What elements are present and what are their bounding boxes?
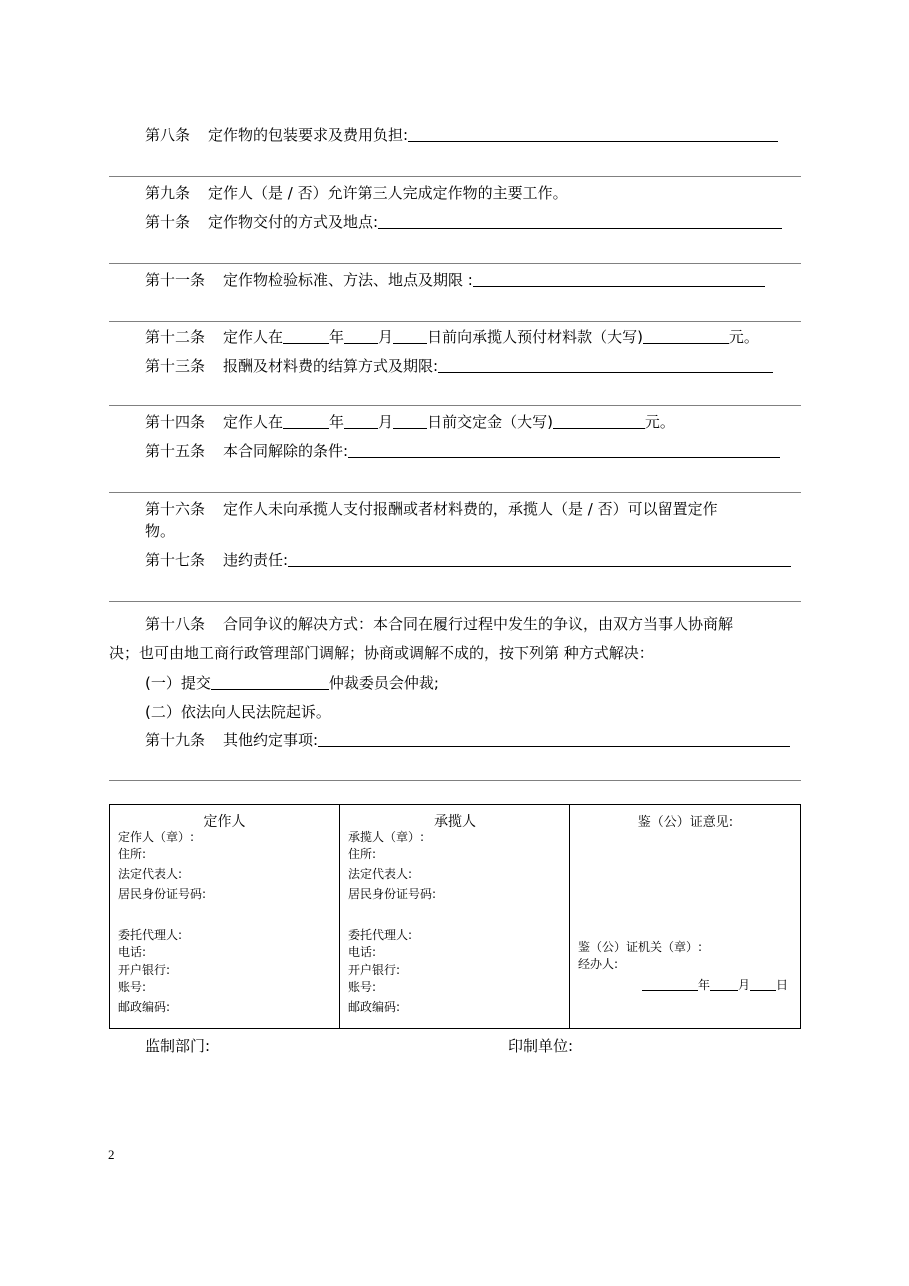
article-18 (145, 614, 733, 634)
fill-in-blank[interactable] (378, 213, 782, 229)
party-b-field[interactable]: 邮政编码: (348, 1000, 401, 1014)
fill-in-blank[interactable] (408, 126, 778, 142)
signature-table (109, 804, 801, 1029)
page-number: 2 (108, 1147, 115, 1162)
option-text: (一）提交 (145, 674, 211, 692)
party-b-field[interactable]: 电话: (348, 945, 377, 959)
article-text: 决；也可由地工商行政管理部门调解；协商或调解不成的，按下列第 种方式解决： (109, 644, 654, 662)
party-a-field[interactable]: 邮政编码: (118, 1000, 171, 1014)
article-label: 第十八条 (145, 615, 206, 633)
year-blank[interactable] (283, 413, 329, 429)
divider (109, 780, 801, 781)
party-b-field[interactable]: 居民身份证号码: (348, 887, 437, 901)
day-label: 日 (776, 978, 789, 992)
article-text: 报酬及材料费的结算方式及期限: (223, 357, 439, 375)
article-label: 第十五条 (145, 442, 206, 460)
article-text: 合同争议的解决方式：本合同在履行过程中发生的争议，由双方当事人协商解 (223, 615, 734, 633)
day-blank[interactable] (393, 328, 427, 344)
party-a-field[interactable]: 委托代理人: (118, 928, 183, 942)
arbitration-blank[interactable] (211, 674, 329, 690)
article-text: 本合同解除的条件: (223, 442, 349, 460)
divider (109, 601, 801, 602)
year-blank[interactable] (642, 978, 698, 991)
month-blank[interactable] (344, 413, 378, 429)
party-a-field[interactable]: 法定代表人: (118, 867, 183, 881)
article-9 (145, 183, 568, 203)
year-label: 年 (698, 978, 711, 992)
article-19 (145, 730, 790, 750)
notary-column (569, 805, 801, 1028)
currency-label: 元。 (728, 328, 759, 346)
party-b-field[interactable]: 承揽人（章）: (348, 830, 425, 844)
article-text: 定作人未向承揽人支付报酬或者材料费的，承揽人（是 / 否）可以留置定作 (223, 500, 718, 518)
article-text: 其他约定事项: (223, 731, 319, 749)
article-label: 第十三条 (145, 357, 206, 375)
article-label: 第十九条 (145, 731, 206, 749)
article-15 (145, 441, 780, 461)
notary-handler-field[interactable]: 经办人: (578, 957, 619, 971)
fill-in-blank[interactable] (473, 271, 765, 287)
month-label: 月 (738, 978, 751, 992)
printer-label: 印制单位: (508, 1037, 574, 1055)
option-text: 仲裁委员会仲裁; (328, 674, 439, 692)
article-11 (145, 270, 765, 290)
article-17 (145, 550, 791, 570)
month-label: 月 (378, 413, 394, 431)
year-label: 年 (329, 413, 345, 431)
party-b-column (339, 805, 570, 1028)
party-a-field[interactable]: 账号: (118, 980, 147, 994)
party-a-title: 定作人 (203, 814, 246, 830)
article-text: 日前向承揽人预付材料款（大写) (427, 328, 643, 346)
article-10 (145, 212, 782, 232)
dispute-option-1 (145, 673, 439, 693)
article-label: 第十四条 (145, 413, 206, 431)
party-b-field[interactable]: 住所: (348, 847, 377, 861)
currency-label: 元。 (644, 413, 675, 431)
article-16-continued (145, 521, 175, 541)
divider (109, 263, 801, 264)
party-a-field[interactable]: 电话: (118, 945, 147, 959)
party-b-field[interactable]: 委托代理人: (348, 928, 413, 942)
party-b-title: 承揽人 (434, 814, 476, 830)
month-blank[interactable] (344, 328, 378, 344)
notary-date (642, 978, 788, 993)
amount-blank[interactable] (553, 413, 645, 429)
article-label: 第十一条 (145, 271, 206, 289)
article-text: 定作人在 (223, 413, 284, 431)
party-b-field[interactable]: 法定代表人: (348, 867, 413, 881)
article-12 (145, 327, 759, 347)
article-text: 日前交定金（大写) (427, 413, 553, 431)
party-a-column (110, 805, 339, 1028)
fill-in-blank[interactable] (288, 551, 791, 567)
article-label: 第八条 (145, 126, 191, 144)
article-text: 违约责任: (223, 551, 289, 569)
party-b-field[interactable]: 开户银行: (348, 963, 401, 977)
article-text: 定作人（是 / 否）允许第三人完成定作物的主要工作。 (208, 184, 568, 202)
day-blank[interactable] (393, 413, 427, 429)
fill-in-blank[interactable] (438, 357, 773, 373)
article-label: 第十六条 (145, 500, 206, 518)
divider (109, 176, 801, 177)
dispute-option-2 (145, 702, 331, 722)
notary-title: 鉴（公）证意见: (637, 815, 734, 830)
fill-in-blank[interactable] (348, 442, 780, 458)
divider (109, 321, 801, 322)
article-text: 定作人在 (223, 328, 284, 346)
article-label: 第十二条 (145, 328, 206, 346)
option-text: (二）依法向人民法院起诉。 (145, 703, 331, 721)
article-text: 物。 (145, 522, 176, 540)
amount-blank[interactable] (643, 328, 729, 344)
party-a-field[interactable]: 居民身份证号码: (118, 887, 207, 901)
article-8 (145, 125, 778, 145)
notary-agency-field[interactable]: 鉴（公）证机关（章）: (578, 940, 703, 954)
supervisor-label: 监制部门: (145, 1037, 211, 1055)
party-a-field[interactable]: 开户银行: (118, 963, 171, 977)
article-label: 第九条 (145, 184, 191, 202)
divider (109, 405, 801, 406)
party-a-field[interactable]: 住所: (118, 847, 147, 861)
party-b-field[interactable]: 账号: (348, 980, 377, 994)
fill-in-blank[interactable] (318, 731, 790, 747)
article-16 (145, 499, 718, 519)
article-text: 定作物交付的方式及地点: (208, 213, 379, 231)
article-label: 第十条 (145, 213, 191, 231)
divider (109, 492, 801, 493)
article-14 (145, 412, 675, 432)
article-text: 定作物检验标准、方法、地点及期限 : (223, 271, 473, 289)
article-18-continued (109, 643, 654, 663)
article-13 (145, 356, 773, 376)
year-label: 年 (329, 328, 345, 346)
party-a-field[interactable]: 定作人（章）: (118, 830, 195, 844)
article-text: 定作物的包装要求及费用负担: (208, 126, 409, 144)
article-label: 第十七条 (145, 551, 206, 569)
month-blank[interactable] (710, 978, 738, 991)
day-blank[interactable] (750, 978, 776, 991)
month-label: 月 (378, 328, 394, 346)
year-blank[interactable] (283, 328, 329, 344)
